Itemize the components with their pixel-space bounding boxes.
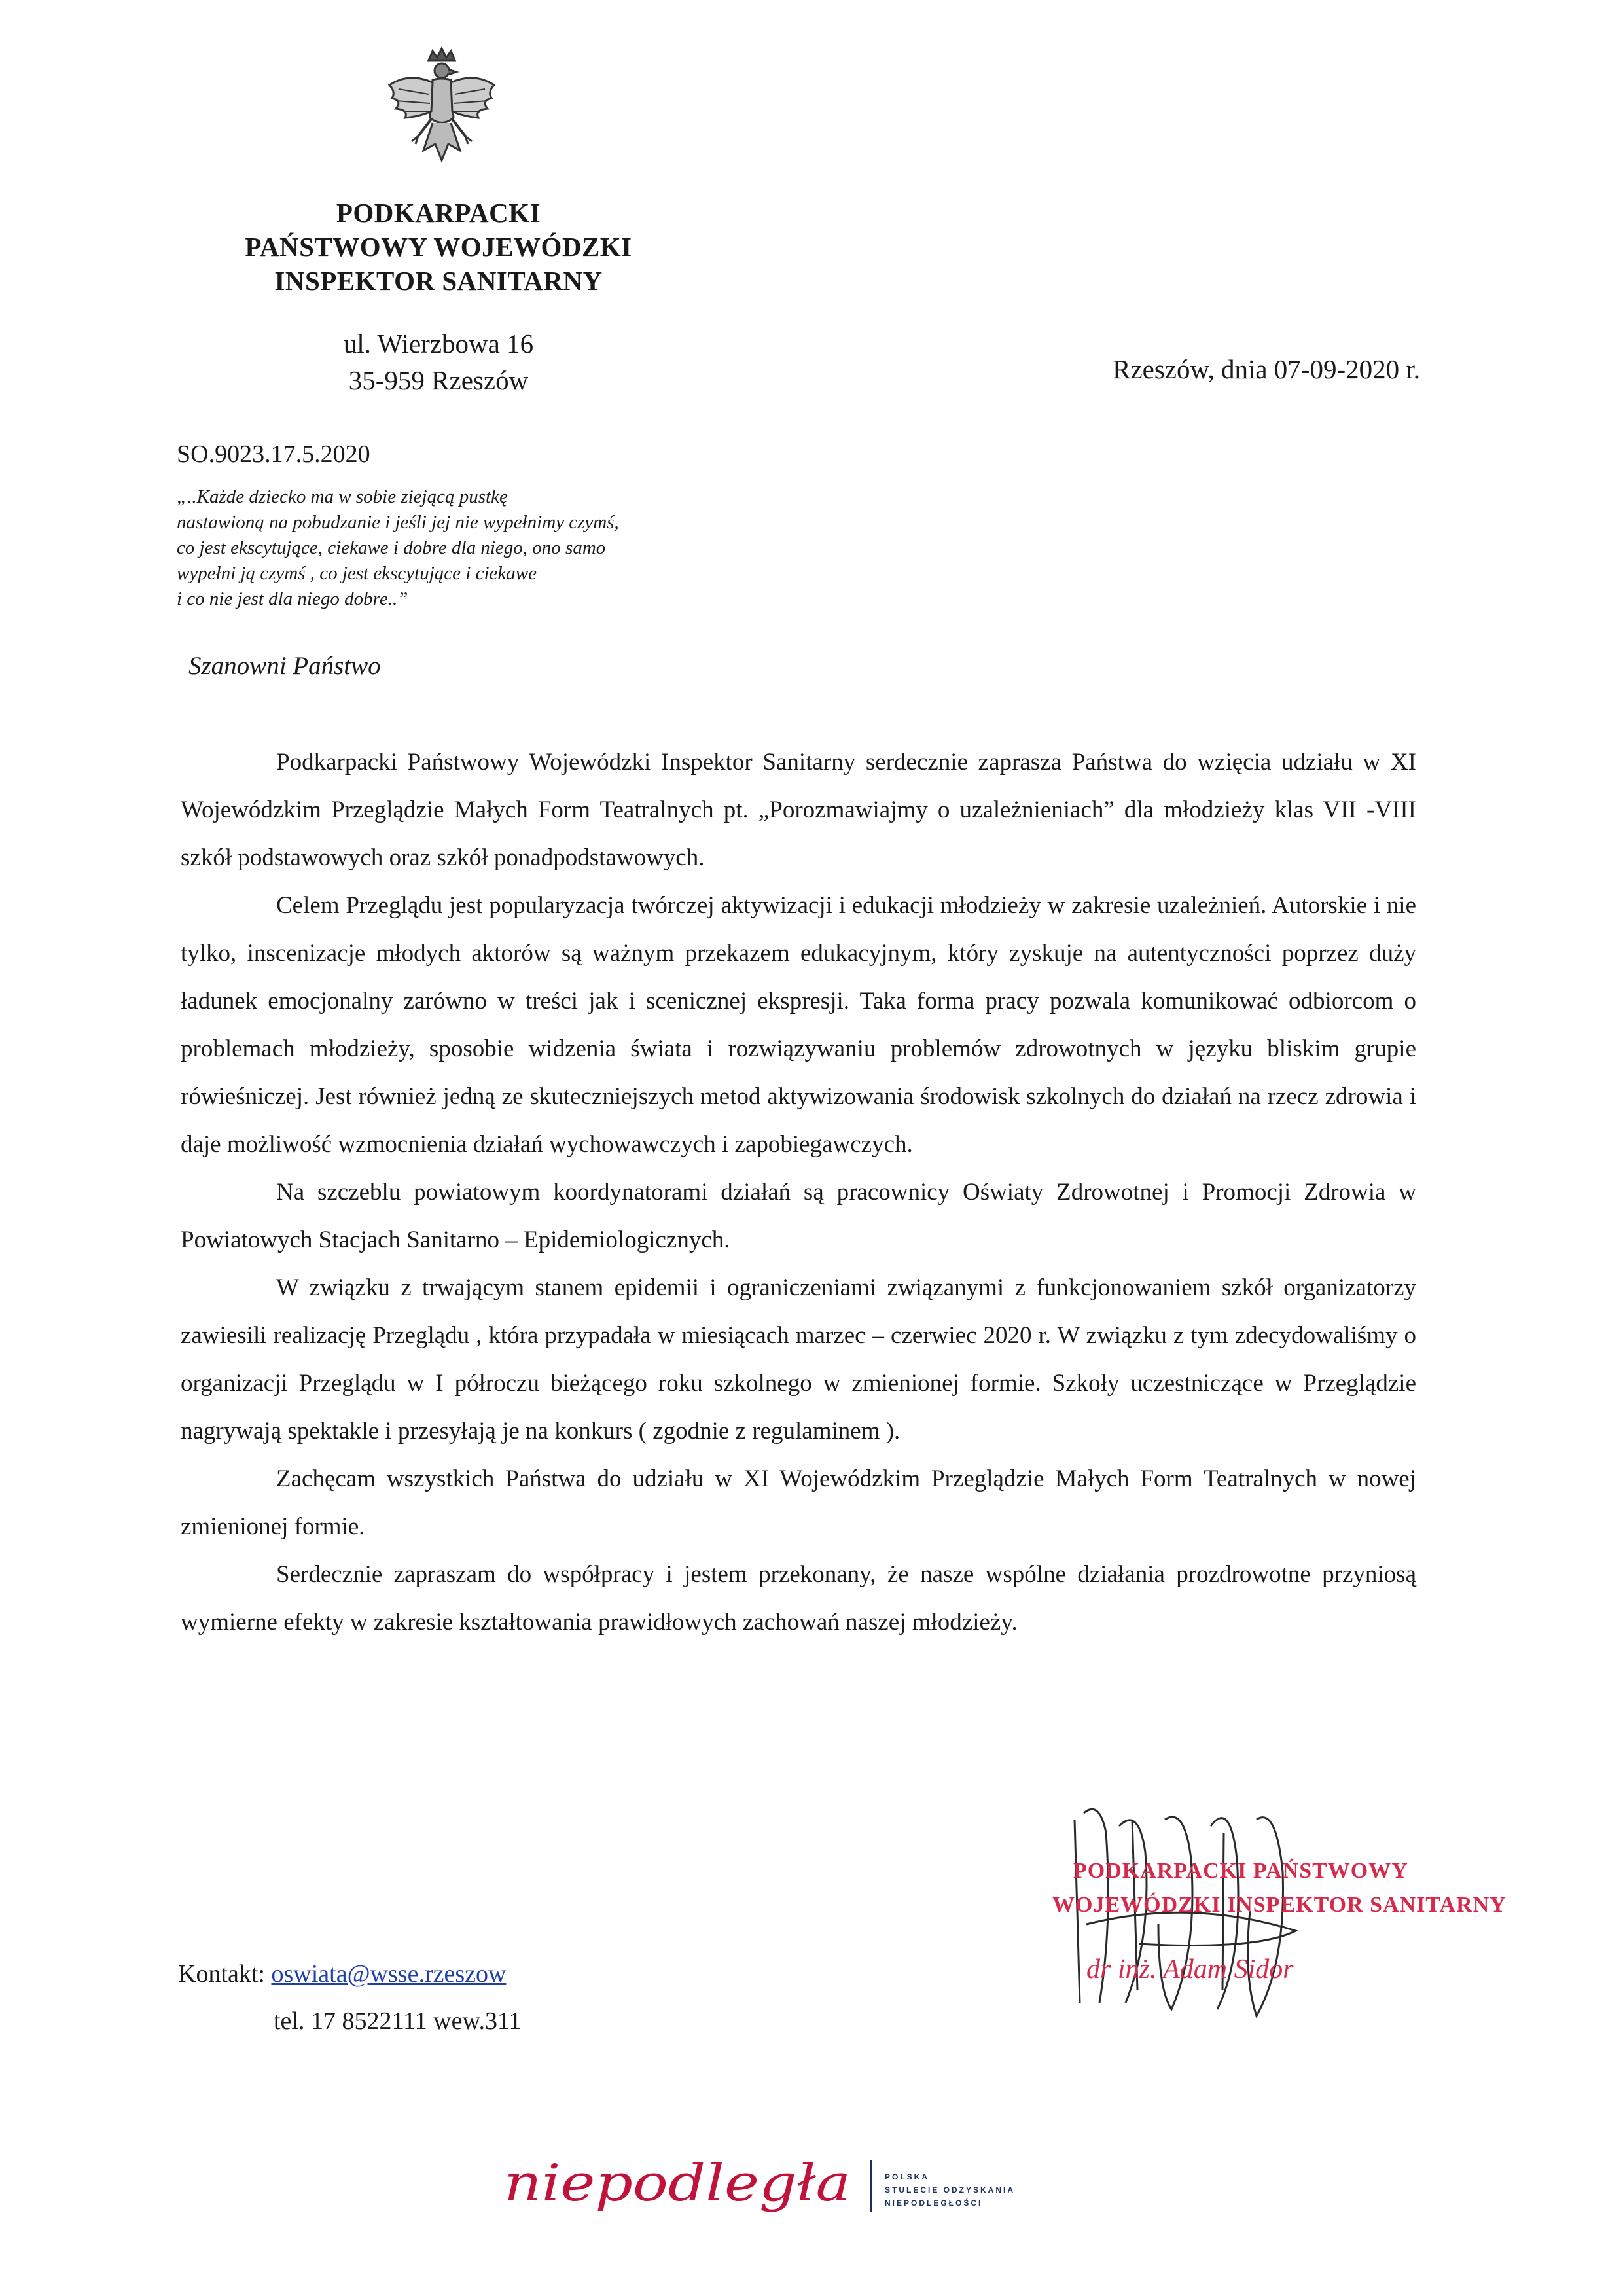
stamp-line-2: WOJEWÓDZKI INSPEKTOR SANITARNY xyxy=(1052,1893,1507,1917)
institution-name-line-1: PODKARPACKI xyxy=(336,198,541,228)
footer-caption-line: POLSKA xyxy=(885,2172,930,2181)
contact-label: Kontakt: xyxy=(178,1960,265,1988)
signatory-name: dr inż. Adam Sidor xyxy=(1086,1954,1294,1984)
quote-line: co jest ekscytujące, ciekawe i dobre dla niego, ono samo xyxy=(177,537,606,558)
institution-name-line-3: INSPEKTOR SANITARNY xyxy=(274,266,603,296)
address-city: 35-959 Rzeszów xyxy=(348,365,529,395)
contact-block xyxy=(178,1950,522,2045)
contact-line xyxy=(178,1950,522,1998)
footer-caption-line: STULECIE ODZYSKANIA xyxy=(885,2185,1016,2195)
quote-line: nastawioną na pobudzanie i jeśli jej nie wypełnimy czymś, xyxy=(177,512,619,533)
quote-line: i co nie jest dla niego dobre..” xyxy=(177,588,408,609)
body-paragraph: W związku z trwającym stanem epidemii i ograniczeniami związanymi z funkcjonowaniem szkół organizatorzy zawiesili realizację Przeglądu , która przypadała w miesiącach marzec – czerwiec 2020 r. W związku z tym zdecydowaliśmy o organizacji Przeglądu w I półroczu bieżącego roku szkolnego w zmienionej formie. Szkoły uczestniczące w Przeglądzie nagrywają spektakle i przesyłają je na konkurs ( zgodnie z regulaminem ). xyxy=(181,1274,1416,1444)
salutation: Szanowni Państwo xyxy=(188,652,381,680)
stamp-line-1: PODKARPACKI PAŃSTWOWY xyxy=(1073,1859,1408,1883)
footer-divider xyxy=(870,2160,872,2212)
footer-caption xyxy=(885,2170,1015,2210)
body-paragraph: Serdecznie zapraszam do współpracy i jestem przekonany, że nasze wspólne działania prozdrowotne przyniosą wymierne efekty w zakresie kształtowania prawidłowych zachowań naszej młodzieży. xyxy=(181,1561,1416,1636)
body-paragraph: Na szczeblu powiatowym koordynatorami działań są pracownicy Oświaty Zdrowotnej i Promocji Zdrowia w Powiatowych Stacjach Sanitarno – Epidemiologicznych. xyxy=(181,1179,1416,1253)
reference-number: SO.9023.17.5.2020 xyxy=(177,440,370,468)
letter-body xyxy=(181,738,1416,1646)
niepodlegla-logo-icon xyxy=(497,2140,864,2225)
institution-name-line-2: PAŃSTWOWY WOJEWÓDZKI xyxy=(245,232,632,262)
quote-line: wypełni ją czymś , co jest ekscytujące i ciekawe xyxy=(177,563,537,584)
footer-caption-line: NIEPODLEGŁOŚCI xyxy=(885,2198,983,2208)
body-paragraph: Zachęcam wszystkich Państwa do udziału w XI Wojewódzkim Przeglądzie Małych Form Teatralnych w nowej zmienionej formie. xyxy=(181,1465,1416,1540)
svg-text:niepodległa: niepodległa xyxy=(504,2154,851,2213)
quote xyxy=(177,484,766,612)
place-date: Rzeszów, dnia 07-09-2020 r. xyxy=(1113,354,1420,384)
body-paragraph: Celem Przeglądu jest popularyzacja twórczej aktywizacji i edukacji młodzieży w zakresie uzależnień. Autorskie i nie tylko, inscenizacje młodych aktorów są ważnym przekazem edukacyjnym, który zyskuje na autentyczności poprzez duży ładunek emocjonalny zarówno w treści jak i scenicznej ekspresji. Taka forma pracy pozwala komunikować odbiorcom o problemach młodzieży, sposobie widzenia świata i rozwiązywaniu problemów zdrowotnych w języku bliskim grupie rówieśniczej. Jest również jedną ze skuteczniejszych metod aktywizowania środowisk szkolnych do działań na rzecz zdrowia i daje możliwość wzmocnienia działań wychowawczych i zapobiegawczych. xyxy=(181,892,1416,1158)
body-paragraph: Podkarpacki Państwowy Wojewódzki Inspektor Sanitarny serdecznie zaprasza Państwa do wzięcia udziału w XI Wojewódzkim Przeglądzie Małych Form Teatralnych pt. „Porozmawiajmy o uzależnieniach” dla młodzieży klas VII -VIII szkół podstawowych oraz szkół ponadpodstawowych. xyxy=(181,749,1416,871)
contact-email-link[interactable]: oswiata@wsse.rzeszow xyxy=(271,1960,507,1988)
polish-eagle-emblem-icon xyxy=(376,46,507,183)
address-street: ul. Wierzbowa 16 xyxy=(343,329,534,359)
quote-line: „..Każde dziecko ma w sobie ziejącą pustkę xyxy=(177,486,508,507)
contact-phone: tel. 17 8522111 wew.311 xyxy=(274,2007,522,2035)
